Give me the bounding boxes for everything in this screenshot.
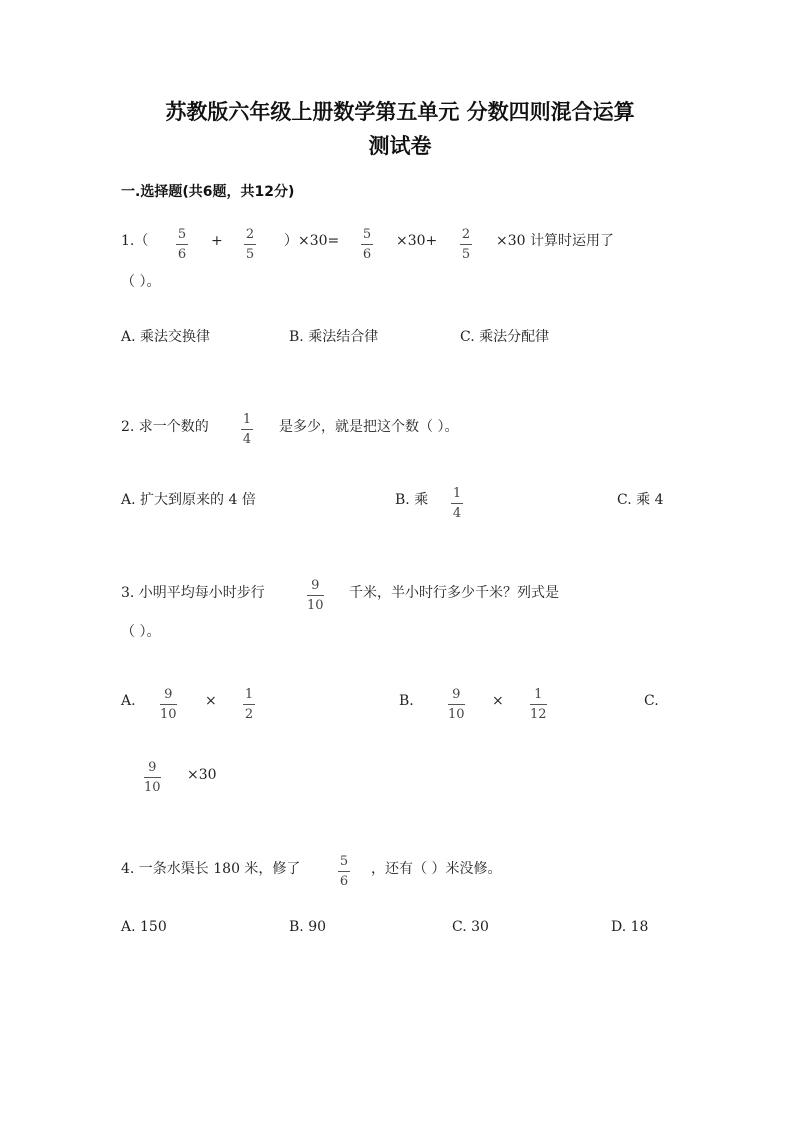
q2-f1-den: 4: [242, 432, 252, 447]
q2-option-b: B. 乘: [395, 492, 429, 508]
q3-oc-f1-num: 9: [148, 760, 157, 775]
q3-ob-f1-den: 10: [448, 707, 465, 722]
q3-ob-f2-den: 12: [530, 707, 547, 722]
q2-option-b-fraction: [451, 486, 463, 521]
q1-f3-num: 5: [362, 227, 372, 242]
q2-option-a: A. 扩大到原来的 4 倍: [121, 492, 256, 508]
q4-suffix: ，还有（ ）米没修。: [371, 861, 502, 877]
q4-f1-num: 5: [339, 854, 349, 869]
q1-option-a: A. 乘法交换律: [121, 329, 211, 345]
q1-fraction-4: [460, 227, 472, 262]
q3-oa-f1-den: 10: [160, 707, 177, 722]
q1-f4-den: 5: [461, 247, 471, 262]
q3-option-a-fraction-1: [160, 687, 177, 722]
q3-suffix: 千米，半小时行多少千米？列式是: [349, 585, 559, 601]
q4-option-a: A. 150: [121, 919, 167, 935]
q1-blank-line: （ ）。: [121, 274, 161, 290]
q1-fraction-3: [361, 227, 373, 262]
q3-f1-num: 9: [311, 578, 320, 593]
q3-ob-f2-num: 1: [534, 687, 543, 702]
q2-ob-num: 1: [452, 486, 462, 501]
q2-option-c: C. 乘 4: [617, 492, 664, 508]
q3-option-c-fraction: [144, 760, 161, 795]
q1-f2-num: 2: [245, 227, 255, 242]
q4-fraction-1: [338, 854, 350, 889]
q3-f1-den: 10: [307, 598, 324, 613]
q1-mid: ）×30=: [284, 233, 340, 249]
q3-oa-f2-den: 2: [244, 707, 254, 722]
page-title-line1: 苏教版六年级上册数学第五单元 分数四则混合运算: [165, 100, 635, 124]
q3-blank-line: （ ）。: [121, 624, 161, 640]
q3-ob-f1-num: 9: [452, 687, 461, 702]
q3-option-c-tail: ×30: [187, 767, 217, 783]
q3-oa-f2-num: 1: [244, 687, 254, 702]
q3-option-b-fraction-2: [530, 687, 547, 722]
q3-option-b-times: ×: [492, 693, 504, 709]
q1-f4-num: 2: [461, 227, 471, 242]
q1-fraction-1: [176, 227, 188, 262]
q1-f1-num: 5: [177, 227, 187, 242]
q3-oa-f1-num: 9: [164, 687, 173, 702]
q2-f1-num: 1: [242, 412, 252, 427]
q3-option-a-fraction-2: [243, 687, 255, 722]
q3-option-a: A.: [121, 693, 136, 709]
q3-option-b-fraction-1: [448, 687, 465, 722]
q1-plus: +: [211, 233, 223, 249]
q4-option-c: C. 30: [452, 919, 489, 935]
q4-option-b: B. 90: [289, 919, 327, 935]
q1-option-b: B. 乘法结合律: [289, 329, 379, 345]
q2-fraction-1: [241, 412, 253, 447]
q1-suffix: ×30 计算时运用了: [496, 233, 614, 249]
q4-option-d: D. 18: [611, 919, 649, 935]
q1-mid2: ×30+: [396, 233, 438, 249]
q1-fraction-2: [244, 227, 256, 262]
q1-f1-den: 6: [177, 247, 187, 262]
q3-oc-f1-den: 10: [144, 780, 161, 795]
q2-ob-den: 4: [452, 506, 462, 521]
section-heading: 一.选择题(共6题，共12分): [121, 184, 295, 200]
q3-option-a-times: ×: [205, 693, 217, 709]
q3-option-b: B.: [399, 693, 414, 709]
q3-option-c: C.: [644, 693, 659, 709]
q3-fraction-1: [307, 578, 324, 613]
q1-f2-den: 5: [245, 247, 255, 262]
q1-f3-den: 6: [362, 247, 372, 262]
q1-option-c: C. 乘法分配律: [460, 329, 550, 345]
page-title-line2: 测试卷: [368, 134, 432, 158]
q4-prefix: 4. 一条水渠长 180 米，修了: [121, 861, 301, 877]
q2-prefix: 2. 求一个数的: [121, 419, 209, 435]
q1-prefix: 1.（: [121, 233, 149, 249]
q4-f1-den: 6: [339, 874, 349, 889]
q2-suffix: 是多少，就是把这个数（ ）。: [279, 419, 459, 435]
q3-prefix: 3. 小明平均每小时步行: [121, 585, 265, 601]
